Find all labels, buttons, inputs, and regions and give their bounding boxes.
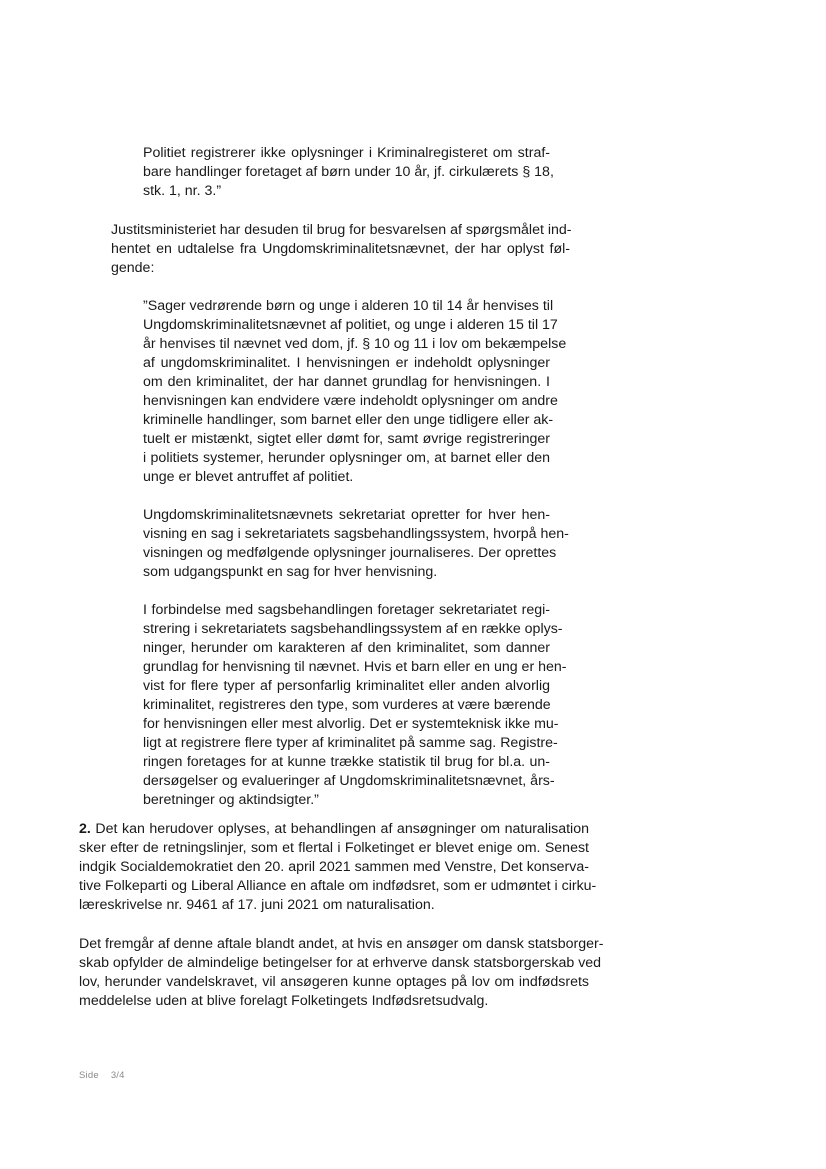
para2-first-line — [79, 820, 589, 839]
para2-line: læreskrivelse nr. 9461 af 17. juni 2021 om naturalisation. — [79, 897, 435, 913]
quote2-line: I forbindelse med sagsbehandlingen foretager sekretariatet regi- — [143, 602, 550, 618]
quote2-line: grundlag for henvisning til nævnet. Hvis et barn eller en ung er hen- — [143, 659, 567, 675]
quote1-line: Politiet registrerer ikke oplysninger i Kriminalregisteret om straf- — [143, 145, 550, 161]
quote2-line: ringen foretages for at kunne trække statistik til brug for bl.a. un- — [143, 754, 550, 770]
page-number: 3/4 — [110, 1070, 125, 1081]
quote2-line: som udgangspunkt en sag for hver henvisning. — [143, 564, 438, 580]
section-number: 2. — [79, 821, 91, 837]
quote1-line: bare handlinger foretaget af børn under 10 år, jf. cirkulærets § 18, — [143, 164, 554, 180]
quote2-line: om den kriminalitet, der har dannet grundlag for henvisningen. I — [143, 374, 550, 390]
quote2-line: strering i sekretariatets sagsbehandlingssystem af en række oplys- — [143, 621, 563, 637]
quote2-line: unge er blevet antruffet af politiet. — [143, 469, 354, 485]
quote2-line: tuelt er mistænkt, sigtet eller dømt for, samt øvrige registreringer — [143, 431, 550, 447]
para3-line: meddelelse uden at blive forelagt Folketingets Indfødsretsudvalg. — [79, 993, 489, 1009]
para1-line: hentet en udtalelse fra Ungdomskriminalitetsnævnet, der har oplyst føl- — [111, 241, 570, 257]
quote2-line: Ungdomskriminalitetsnævnets sekretariat opretter for hver hen- — [143, 507, 550, 523]
page-footer — [79, 1070, 137, 1081]
quote2-line: ligt at registrere flere typer af kriminalitet på samme sag. Registre- — [143, 735, 558, 751]
para2-line: sker efter de retningslinjer, som et flertal i Folketinget er blevet enige om. Senest — [79, 840, 589, 856]
quote2-line: vist for flere typer af personfarlig kriminalitet eller anden alvorlig — [143, 678, 550, 694]
para3-line: Det fremgår af denne aftale blandt andet, at hvis en ansøger om dansk statsborger- — [79, 936, 604, 952]
quote2-line: i politiets systemer, herunder oplysninger om, at barnet eller den — [143, 450, 550, 466]
quote2-line: kriminalitet, registreres den type, som vurderes at være bærende — [143, 697, 551, 713]
para2-first-line-text: Det kan herudover oplyses, at behandlingen af ansøgninger om naturalisation — [90, 821, 589, 837]
para1-line: gende: — [111, 260, 155, 276]
footer-label: Side — [79, 1070, 99, 1081]
quote2-line: visningen og medfølgende oplysninger journaliseres. Der oprettes — [143, 545, 557, 561]
para2-line: indgik Socialdemokratiet den 20. april 2021 sammen med Venstre, Det konserva- — [79, 859, 589, 875]
para1-line: Justitsministeriet har desuden til brug for besvarelsen af spørgsmålet ind- — [111, 222, 572, 238]
quote2-line: ninger, herunder om karakteren af den kriminalitet, som danner — [143, 640, 550, 656]
quote2-line: ”Sager vedrørende børn og unge i alderen 10 til 14 år henvises til — [143, 298, 554, 314]
para3-line: skab opfylder de almindelige betingelser for at erhverve dansk statsborgerskab ved — [79, 955, 602, 971]
quote2-line: henvisningen kan endvidere være indeholdt oplysninger om andre — [143, 393, 558, 409]
quote2-line: år henvises til nævnet ved dom, jf. § 10 og 11 i lov om bekæmpelse — [143, 336, 567, 352]
quote2-line: dersøgelser og evalueringer af Ungdomskriminalitetsnævnet, års- — [143, 773, 555, 789]
quote2-line: beretninger og aktindsigter.” — [143, 792, 319, 808]
quote2-line: for henvisningen eller mest alvorlig. Det er systemteknisk ikke mu- — [143, 716, 559, 732]
para2-line: tive Folkeparti og Liberal Alliance en aftale om indfødsret, som er udmøntet i cirku- — [79, 878, 597, 894]
quote2-line: af ungdomskriminalitet. I henvisningen er indeholdt oplysninger — [143, 355, 550, 371]
quote2-line: kriminelle handlinger, som barnet eller den unge tidligere eller ak- — [143, 412, 554, 428]
quote2-line: Ungdomskriminalitetsnævnet af politiet, og unge i alderen 15 til 17 — [143, 317, 558, 333]
quote1-line: stk. 1, nr. 3.” — [143, 183, 222, 199]
quote2-line: visning en sag i sekretariatets sagsbehandlingssystem, hvorpå hen- — [143, 526, 569, 542]
para3-line: lov, herunder vandelskravet, vil ansøgeren kunne optages på lov om indfødsrets — [79, 974, 589, 990]
